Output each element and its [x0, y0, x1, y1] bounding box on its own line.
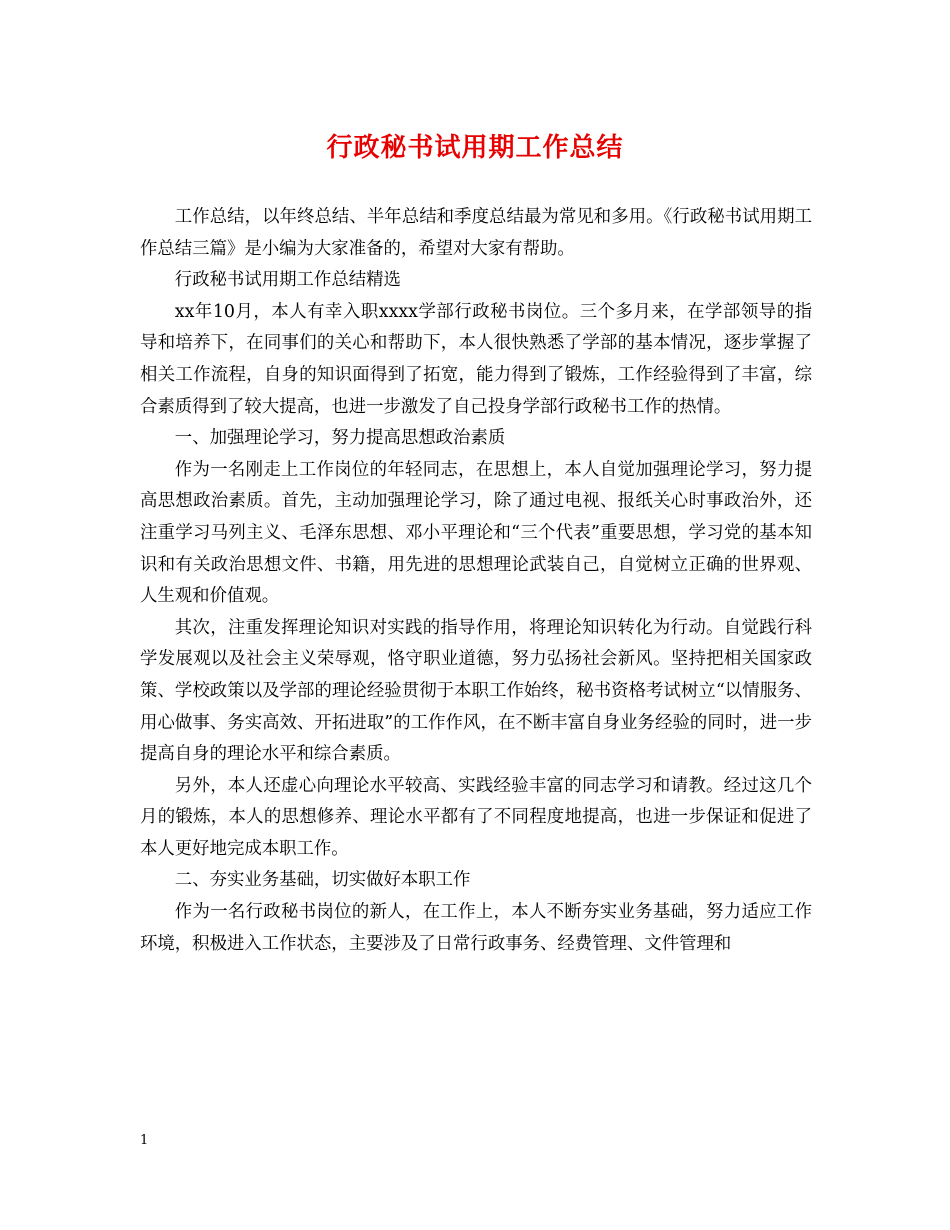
paragraph-intro: 工作总结，以年终总结、半年总结和季度总结最为常见和多用。《行政秘书试用期工作总结三篇》是小编为大家准备的，希望对大家有帮助。	[140, 207, 812, 259]
page-number: 1	[140, 1133, 149, 1148]
section-heading-2: 二、夯实业务基础，切实做好本职工作	[174, 870, 471, 891]
document-title: 行政秘书试用期工作总结	[326, 133, 624, 163]
paragraph-overview: xx年10月，本人有幸入职xxxx学部行政秘书岗位。三个多月来，在学部领导的指导和培养下，在同事们的关心和帮助下，本人很快熟悉了学部的基本情况，逐步掌握了相关工作流程，自身的知识面得到了拓宽，能力得到了锻炼，工作经验得到了丰富，综合素质得到了较大提高，也进一步激发了自己投身学部行政秘书工作的热情。	[140, 301, 812, 417]
paragraph-theory-study: 作为一名刚走上工作岗位的年轻同志，在思想上，本人自觉加强理论学习，努力提高思想政治素质。首先，主动加强理论学习，除了通过电视、报纸关心时事政治外，还注重学习马列主义、毛泽东思想、邓小平理论和“三个代表”重要思想，学习党的基本知识和有关政治思想文件、书籍，用先进的思想理论武装自己，自觉树立正确的世界观、人生观和价值观。	[140, 459, 812, 607]
document-body	[140, 202, 812, 960]
paragraph-learning-from-others: 另外，本人还虚心向理论水平较高、实践经验丰富的同志学习和请教。经过这几个月的锻炼，本人的思想修养、理论水平都有了不同程度地提高，也进一步保证和促进了本人更好地完成本职工作。	[140, 775, 812, 859]
paragraph-theory-practice: 其次，注重发挥理论知识对实践的指导作用，将理论知识转化为行动。自觉践行科学发展观以及社会主义荣辱观，恪守职业道德，努力弘扬社会新风。坚持把相关国家政策、学校政策以及学部的理论经验贯彻于本职工作始终，秘书资格考试树立“以情服务、用心做事、务实高效、开拓进取”的工作作风，在不断丰富自身业务经验的同时，进一步提高自身的理论水平和综合素质。	[140, 617, 812, 765]
paragraph-business-foundation: 作为一名行政秘书岗位的新人，在工作上，本人不断夯实业务基础，努力适应工作环境，积极进入工作状态，主要涉及了日常行政事务、经费管理、文件管理和	[140, 902, 812, 954]
section-heading-1: 一、加强理论学习，努力提高思想政治素质	[174, 428, 506, 449]
paragraph-subtitle: 行政秘书试用期工作总结精选	[174, 270, 401, 291]
